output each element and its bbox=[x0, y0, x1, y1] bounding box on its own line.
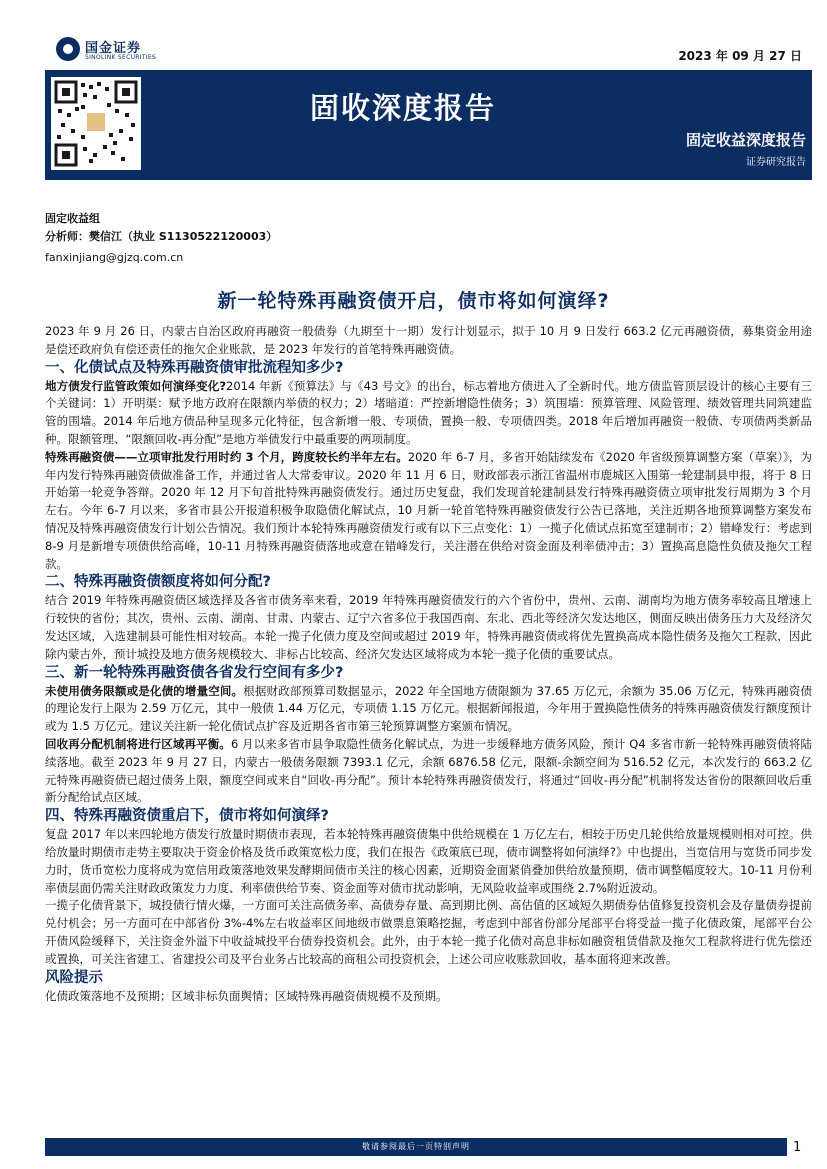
logo-name-en: SINOLINK SECURITIES bbox=[85, 54, 157, 61]
footer-disclaimer: 敬请参阅最后一页特别声明 bbox=[362, 1142, 470, 1151]
footer-bar bbox=[45, 1138, 787, 1156]
paragraph-text: 根据财政部预算司数据显示，2022 年全国地方债限额为 37.65 万亿元，余额为 35.06 万亿元，特殊再融资债的理论发行上限为 2.59 万亿元，其中一般债 1.44 万亿元，专项债 1.15 万亿元。根据新闻报道，今年用于置换隐性债务的特殊再融资债发行额度预计或为 1.5 万亿元。建议关注新一轮化债试点扩容及近期各省市第三轮预算调整方案颁布情况。 bbox=[45, 683, 813, 734]
section-heading-4: 四、特殊再融资债重启下，债市将如何演绎? bbox=[45, 808, 329, 825]
report-date: 2023 年 09 月 27 日 bbox=[678, 49, 802, 63]
section-heading-2: 二、特殊再融资债额度将如何分配? bbox=[45, 574, 271, 591]
section-3-paragraph-1 bbox=[45, 683, 812, 736]
report-subtitle: 证券研究报告 bbox=[746, 157, 806, 168]
risk-heading: 风险提示 bbox=[45, 969, 103, 986]
paragraph-text: 6 月以来多省市县争取隐性债务化解试点，为进一步缓释地方债务风险，预计 Q4 多省市新一轮特殊再融资债将陆续落地。截至 2023 年 9 月 27 日，内蒙古一般债务限额 7393.1 亿元，余额 6876.58 亿元，限额-余额空间为 516.52 亿元，本次发行的 663.2 亿元特殊再融资债已超过债务上限，额度空间或来自“回收-再分配”。预计本轮特殊再融资债发行，将通过“回收-再分配”机制将发达省份的限额回收后重新分配给试点区域。 bbox=[45, 736, 812, 805]
page-number: 1 bbox=[793, 1140, 802, 1155]
paragraph-lead: 地方债发行监管政策如何演绎变化? bbox=[45, 378, 227, 393]
section-1-paragraph-2 bbox=[45, 449, 812, 574]
intro-paragraph: 2023 年 9 月 26 日，内蒙古自治区政府再融资一般债券（九期至十一期）发行计划显示，拟于 10 月 9 日发行 663.2 亿元再融资债，募集资金用途是偿还政府负有偿还责任的拖欠企业账款，是 2023 年发行的首笔特殊再融资债。 bbox=[45, 324, 812, 356]
section-heading-1: 一、化债试点及特殊再融资债审批流程知多少? bbox=[45, 359, 344, 376]
report-header bbox=[45, 28, 812, 180]
header-top-bar bbox=[45, 28, 812, 71]
research-group: 固定收益组 bbox=[45, 212, 100, 225]
paragraph-lead: 回收再分配机制将进行区域再平衡。 bbox=[45, 736, 231, 751]
section-1-paragraph-1 bbox=[45, 378, 812, 449]
qr-code-icon[interactable] bbox=[51, 77, 141, 170]
section-4-paragraph-2: 一揽子化债背景下，城投债行情火爆，一方面可关注高债务率、高债券存量、高到期比例、高估值的区域短久期债券估值修复投资机会及存量债券提前兑付机会；另一方面可在中部省份 3%-4%左右收益率区间地级市做票息策略挖掘，考虑到中部省份部分尾部平台将受益一揽子化债政策，尾部平台公开债风险缓释下，关注资金外溢下中收益城投平台债券投资机会。此外，由于本轮一揽子化债对高息非标如融资租赁借款及拖欠工程款将进行优先偿还或置换，可关注省建工、省建投公司及平台业务占比较高的商租公司投资机会，上述公司应收账款回收，基本面将迎来改善。 bbox=[45, 898, 812, 966]
report-type: 固定收益深度报告 bbox=[685, 131, 806, 149]
section-3-paragraph-2 bbox=[45, 736, 812, 807]
paragraph-text: 2014 年新《预算法》与《43 号文》的出台，标志着地方债进入了全新时代。地方债监管顶层设计的核心主要有三个关键词：1）开明渠：赋予地方政府在限额内举债的权力；2）堵暗道：严控新增隐性债务；3）筑围墙：预算管理、风险管理、绩效管理共同筑建监管的围墙。2014 年后地方债品种呈现多元化特征，包含新增一般、专项债，置换一般、专项债四类。2018 年后增加再融资一般债、专项债两类新品种。限额管理、“限额回收-再分配”是地方举债发行中最重要的两项制度。 bbox=[45, 378, 812, 446]
paragraph-lead: 特殊再融资债——立项审批发行用时约 3 个月，跨度较长约半年左右。 bbox=[45, 449, 408, 464]
sinolink-logo-icon bbox=[56, 37, 80, 61]
analyst-email[interactable]: fanxinjiang@gjzq.com.cn bbox=[45, 251, 184, 264]
report-category-title: 固收深度报告 bbox=[310, 91, 497, 125]
risk-text: 化债政策落地不及预期；区域非标负面舆情；区域特殊再融资债规模不及预期。 bbox=[45, 988, 448, 1003]
logo-name-cn: 国金证券 bbox=[85, 41, 142, 56]
analyst-info: 分析师：樊信江（执业 S1130522120003） bbox=[45, 230, 278, 243]
section-heading-3: 三、新一轮特殊再融资债各省发行空间有多少? bbox=[45, 664, 344, 681]
report-body bbox=[45, 323, 812, 1005]
paragraph-lead: 未使用债务限额或是化债的增量空间。 bbox=[45, 683, 244, 698]
paragraph-text: 2020 年 6-7 月，多省开始陆续发布《2020 年省级预算调整方案（草案）》，为年内发行特殊再融资债做准备工作，并通过省人大常委审议。2020 年 11 月 6 日，财政部表示浙江省温州市鹿城区入围第一轮建制县申报，将于 8 日开始第一轮竞争答辩。2020 年 12 月下旬首批特殊再融资债发行。通过历史复盘，我们发现首轮建制县发行特殊再融资债立项审批发行周期为 3 个月左右。今年 6-7 月以来，多省市县公开报道积极争取隐债化解试点，10 月新一轮首笔特殊再融资债发行公告已落地，关注近期各地预算调整方案发布情况及特殊再融资债发行计划公告情况。我们预计本轮特殊再融资债发行或有以下三点变化：1）一揽子化债试点拓宽至建制市；2）错峰发行：考虑到 8-9 月是新增专项债供给高峰，10-11 月特殊再融资债落地或意在错峰发行，关注潜在供给对资金面及利率债冲击；3）置换高息隐性负债及拖欠工程款。 bbox=[45, 449, 812, 571]
section-4-paragraph-1: 复盘 2017 年以来四轮地方债发行放量时期债市表现，若本轮特殊再融资债集中供给规模在 1 万亿左右，相较于历史几轮供给放量规模则相对可控。供给放量时期债市走势主要取决于资金价格及货币政策宽松力度，我们在报告《政策底已现，债市调整将如何演绎?》中也提出，当宽信用与宽货币同步发力时，货币宽松力度将成为宽信用政策落地效果发酵期间债市关注的核心因素，近期资金面紧俏叠加供给放量预期，债市调整幅度较大。10-11 月份利率债层面仍需关注财政政策发力力度、利率债供给节奏、资金面等对债市扰动影响，无风险收益率或围绕 2.7%附近波动。 bbox=[45, 827, 812, 895]
section-2-paragraph-1: 结合 2019 年特殊再融资债区域选择及各省市债务率来看，2019 年特殊再融资债发行的六个省份中，贵州、云南、湖南均为地方债务率较高且增速上行较快的省份；其次，贵州、云南、湖南、甘肃、内蒙古、辽宁六省多位于我国西南、东北、西北等经济欠发达地区，侧面反映出债务压力大及经济欠发达区域，入选建制县可能性相对较高。本轮一揽子化债力度及空间或超过 2019 年，特殊再融资债或将优先置换高成本隐性债务及拖欠工程款，因此除内蒙古外，预计城投及地方债务规模较大、非标占比较高、经济欠发达区域将成为本轮一揽子化债的重要试点。 bbox=[45, 593, 812, 661]
report-main-title: 新一轮特殊再融资债开启，债市将如何演绎? bbox=[217, 290, 610, 312]
